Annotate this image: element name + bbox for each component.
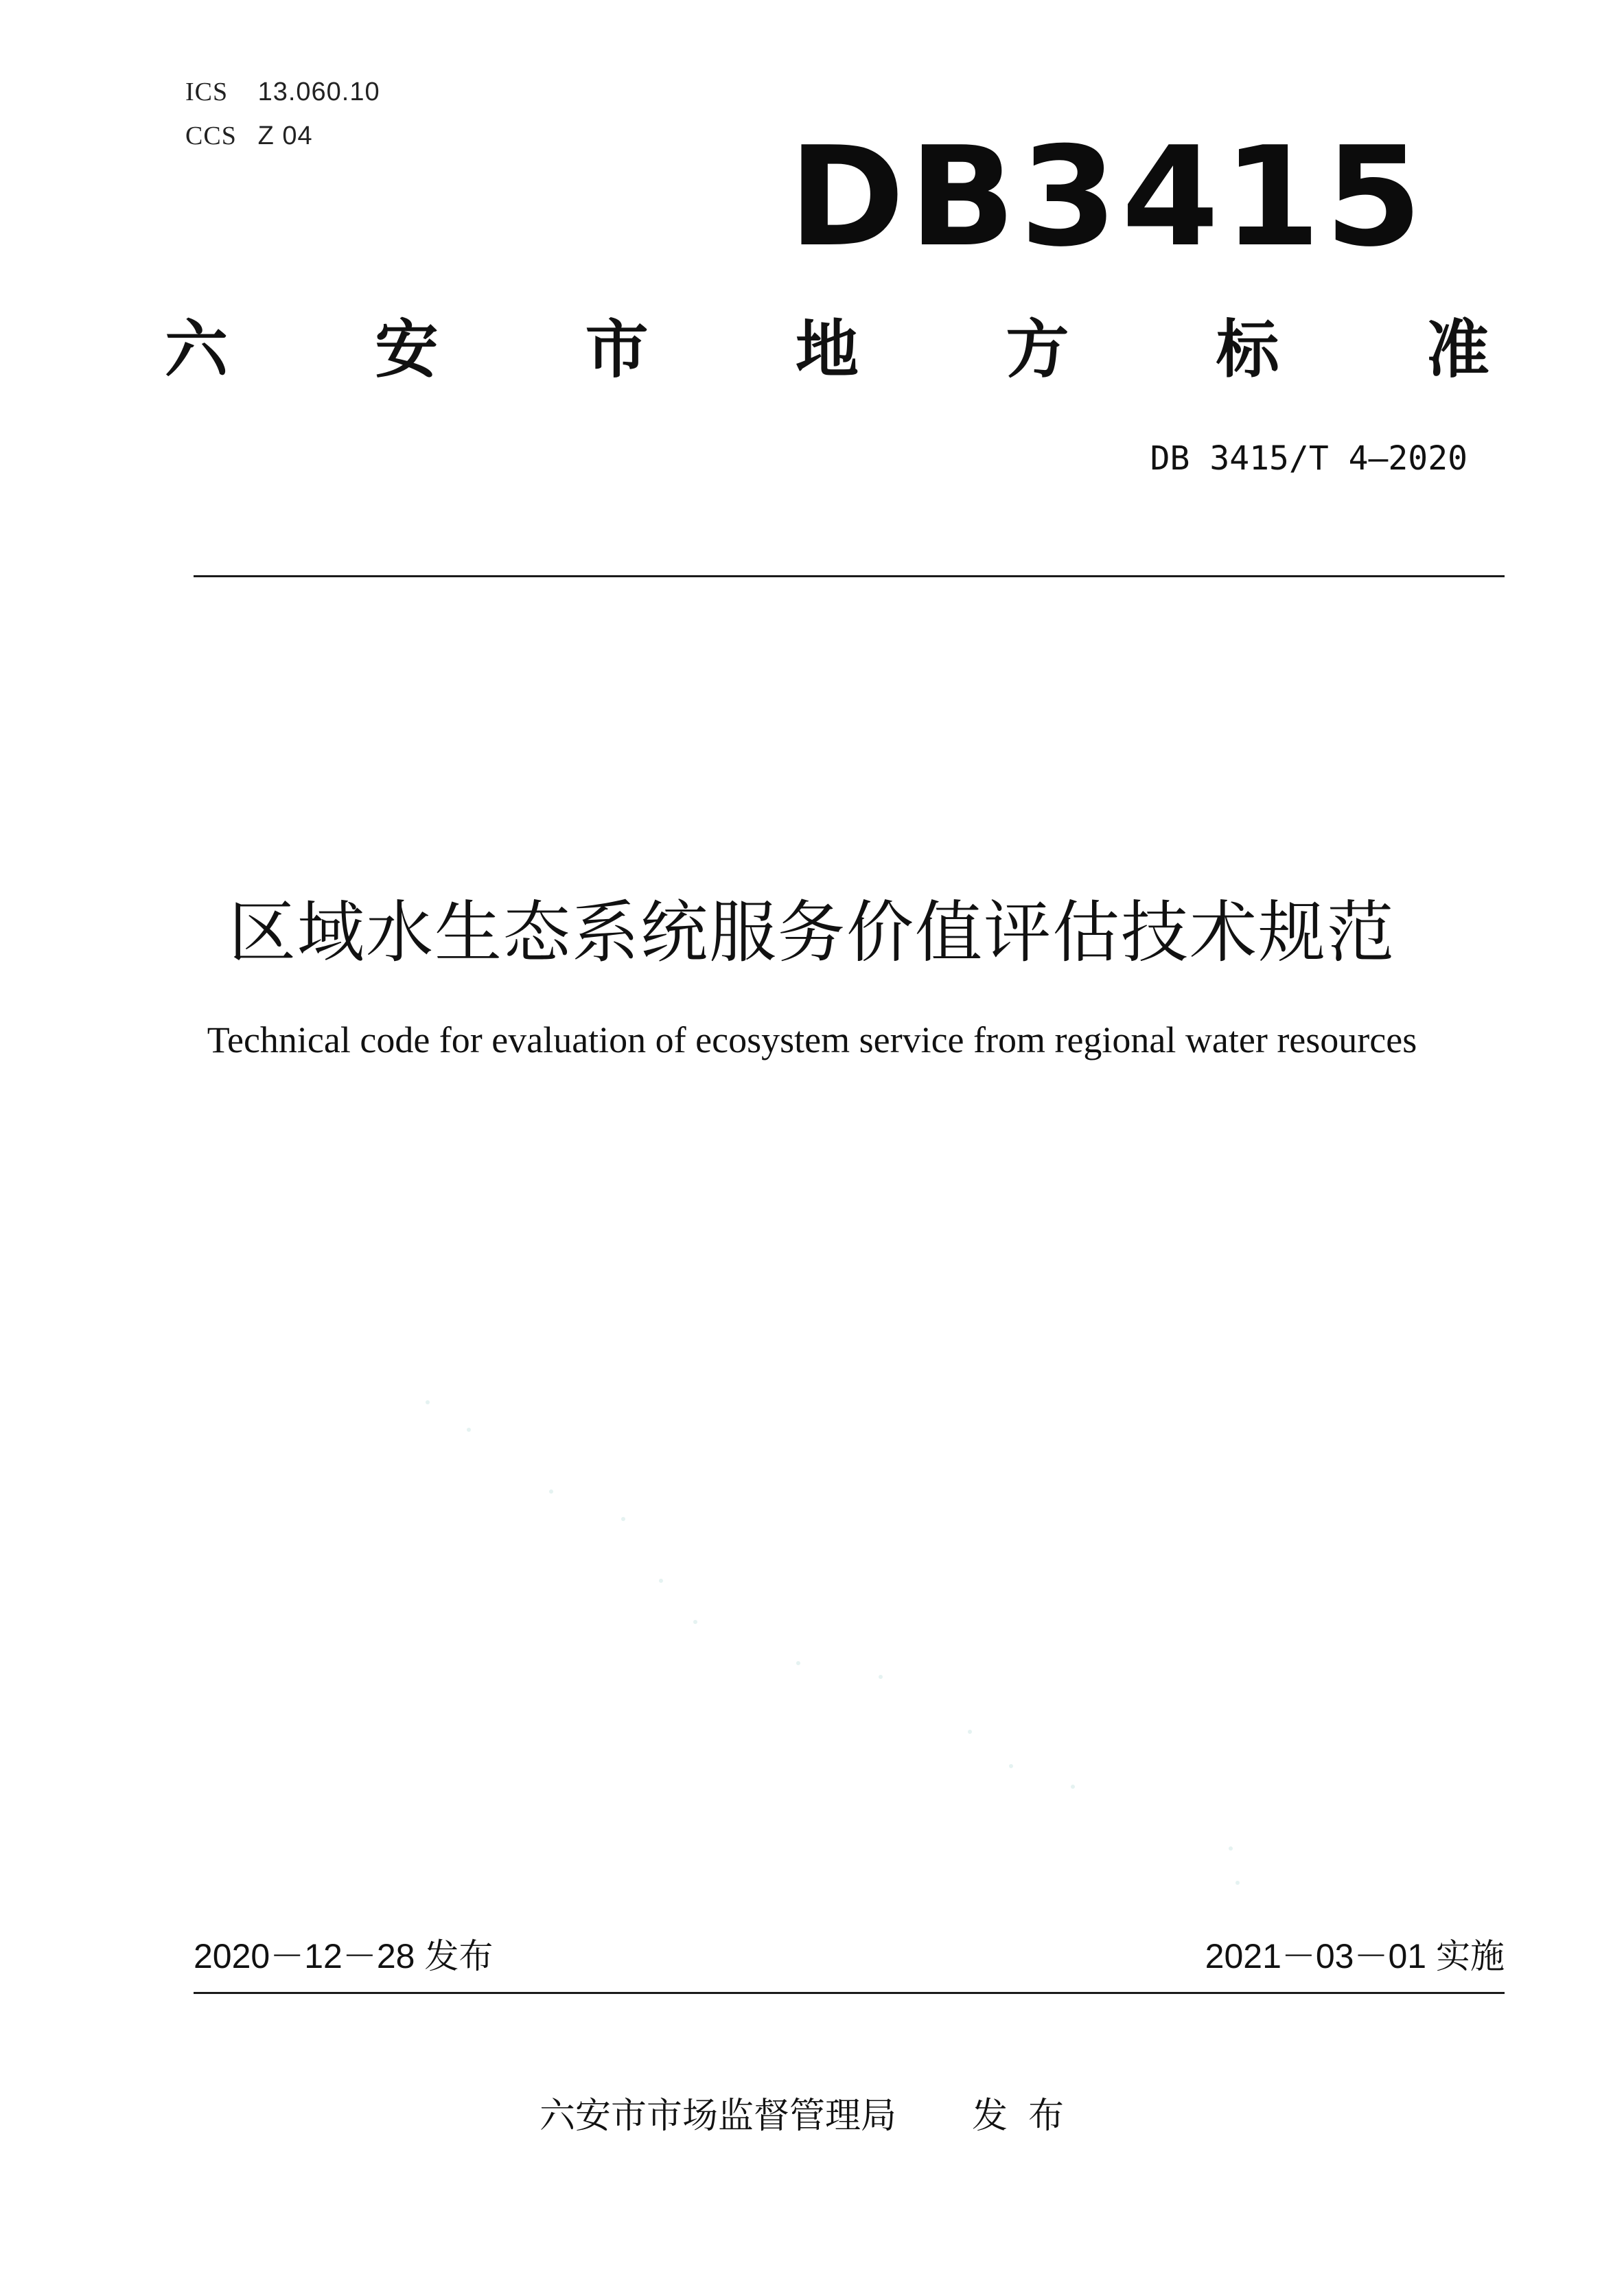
speckle-dot (879, 1675, 883, 1679)
standard-type-char: 六 (165, 313, 229, 386)
standard-type-char: 市 (585, 313, 649, 386)
ccs-value: Z 04 (257, 121, 313, 150)
standard-type-char: 地 (795, 313, 859, 386)
speckle-dot (1009, 1764, 1013, 1768)
ics-label: ICS (185, 78, 229, 106)
speckle-dot (1071, 1785, 1075, 1789)
header-divider (194, 575, 1505, 577)
speckle-dot (549, 1489, 553, 1494)
standard-number: DB 3415/T 4—2020 (1150, 439, 1468, 478)
document-title-english: Technical code for evaluation of ecosystem service from regional water resources (207, 1019, 1417, 1060)
speckle-dot (467, 1428, 471, 1432)
speckle-dot (621, 1517, 625, 1521)
standard-logo: DB3415 (788, 117, 1426, 277)
effective-date: 2021－03－01 实施 (1205, 1937, 1505, 1975)
speckle-dot (1236, 1881, 1240, 1885)
publish-date: 2020－12－28 发布 (194, 1937, 494, 1975)
ics-classification (185, 77, 380, 107)
standard-type-char: 安 (375, 313, 439, 386)
ccs-label: CCS (185, 121, 237, 150)
ccs-classification (185, 121, 313, 151)
speckle-dot (659, 1579, 663, 1583)
footer-divider (194, 1992, 1505, 1994)
speckle-dot (796, 1661, 800, 1665)
speckle-dot (693, 1620, 697, 1624)
issuer-verb: 发布 (972, 2096, 1085, 2137)
issuer-name: 六安市市场监督管理局 (539, 2096, 896, 2137)
issuer-line (0, 2087, 1624, 2138)
document-title-chinese: 区域水生态系统服务价值评估技术规范 (228, 894, 1395, 972)
standard-type-char: 标 (1216, 313, 1279, 386)
speckle-dot (968, 1730, 972, 1734)
standard-type-char: 方 (1006, 313, 1069, 386)
standard-type-char: 准 (1426, 313, 1489, 386)
speckle-dot (1229, 1846, 1233, 1851)
standard-type-heading (165, 313, 1489, 386)
ics-value: 13.060.10 (257, 78, 380, 106)
speckle-dot (426, 1400, 430, 1404)
